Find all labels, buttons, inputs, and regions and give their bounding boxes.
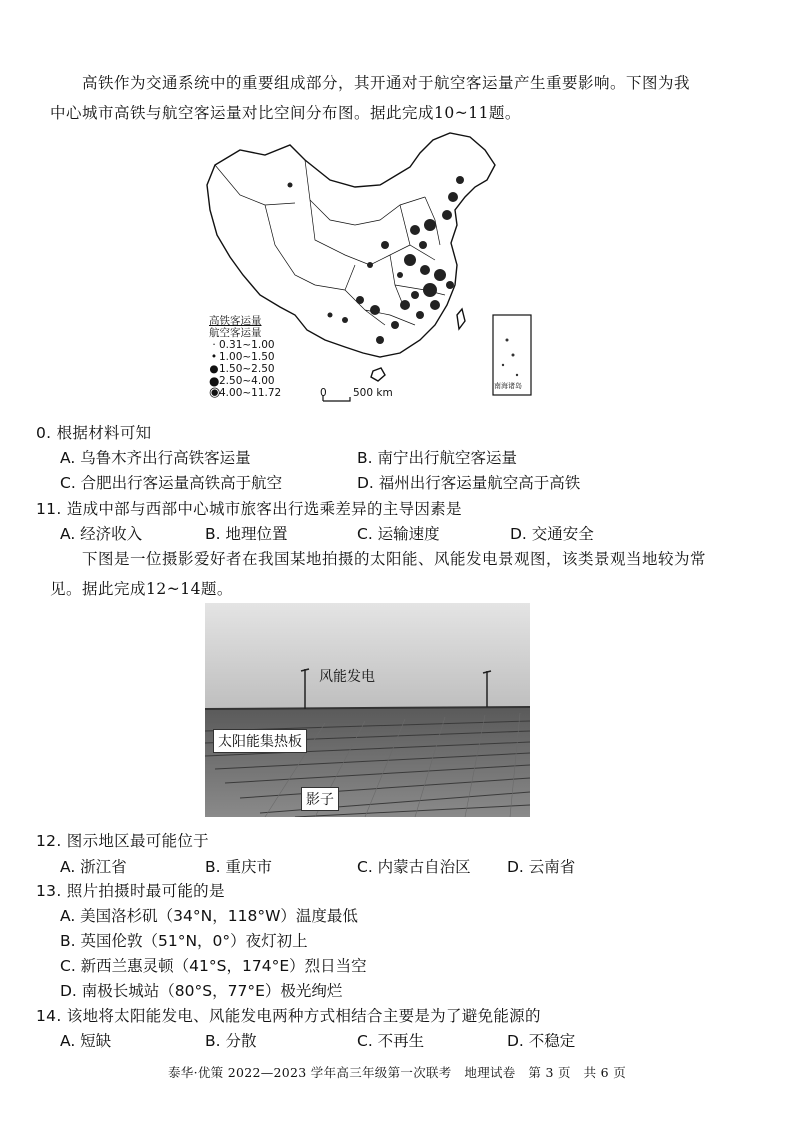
photo-label-shadow: 影子: [301, 787, 339, 811]
q10-option-d: D. 福州出行客运量航空高于高铁: [357, 474, 581, 492]
q14-stem: 14. 该地将太阳能发电、风能发电两种方式相结合主要是为了避免能源的: [36, 1007, 541, 1025]
q13-stem: 13. 照片拍摄时最可能的是: [36, 882, 225, 900]
q10-option-b: B. 南宁出行航空客运量: [357, 449, 517, 467]
q13-option-b: B. 英国伦敦（51°N，0°）夜灯初上: [60, 932, 308, 950]
scale-bar: [323, 395, 350, 401]
q11-option-a: A. 经济收入: [60, 525, 143, 543]
legend-item-2: 1.00~1.50: [219, 351, 275, 363]
intro1-line2: 中心城市高铁与航空客运量对比空间分布图。据此完成10~11题。: [50, 104, 521, 122]
q14-option-b: B. 分散: [205, 1032, 257, 1050]
q12-option-a: A. 浙江省: [60, 858, 127, 876]
q11-option-c: C. 运输速度: [357, 525, 440, 543]
q12-option-c: C. 内蒙古自治区: [357, 858, 471, 876]
map-legend: 高铁客运量 航空客运量 · 0.31~1.00 • 1.00~1.50 ● 1.50~2.50 ● 2.50~4.00 ◉ 4.00~11.72: [209, 315, 282, 400]
scale-label: 500 km: [353, 387, 393, 399]
photo-label-solar: 太阳能集热板: [213, 729, 307, 753]
taiwan-island: [457, 309, 465, 329]
inset-label: 南海诸岛: [494, 382, 522, 390]
intro1-line1: 高铁作为交通系统中的重要组成部分，其开通对于航空客运量产生重要影响。下图为我: [82, 74, 691, 92]
intro2-line2: 见。据此完成12~14题。: [50, 580, 233, 598]
q10-option-a: A. 乌鲁木齐出行高铁客运量: [60, 449, 251, 467]
photo-svg: [205, 603, 530, 817]
q13-option-c: C. 新西兰惠灵顿（41°S，174°E）烈日当空: [60, 957, 367, 975]
q13-option-a: A. 美国洛杉矶（34°N，118°W）温度最低: [60, 907, 358, 925]
solar-wind-photo: [205, 603, 530, 817]
q11-option-b: B. 地理位置: [205, 525, 288, 543]
q14-option-c: C. 不再生: [357, 1032, 425, 1050]
scale-zero: 0: [320, 387, 327, 399]
q10-stem: 0. 根据材料可知: [36, 424, 152, 442]
legend-item-3: 1.50~2.50: [219, 363, 275, 375]
city-markers: [288, 176, 465, 344]
q12-option-b: B. 重庆市: [205, 858, 272, 876]
q13-option-d: D. 南极长城站（80°S，77°E）极光绚烂: [60, 982, 343, 1000]
legend-item-1: 0.31~1.00: [219, 339, 275, 351]
intro-paragraph-1: [50, 68, 750, 128]
q14-option-d: D. 不稳定: [507, 1032, 576, 1050]
q11-stem: 11. 造成中部与西部中心城市旅客出行选乘差异的主导因素是: [36, 500, 462, 518]
q10-option-c: C. 合肥出行客运量高铁高于航空: [60, 474, 283, 492]
legend-item-4: 2.50~4.00: [219, 375, 275, 387]
intro2-line1: 下图是一位摄影爱好者在我国某地拍摄的太阳能、风能发电景观图，该类景观当地较为常: [82, 550, 707, 568]
q14-option-a: A. 短缺: [60, 1032, 112, 1050]
legend-item-5: 4.00~11.72: [219, 387, 282, 399]
page-footer: 泰华·优策 2022—2023 学年高三年级第一次联考 地理试卷 第 3 页 共 6 页: [167, 1065, 627, 1080]
intro-paragraph-2: [50, 544, 750, 604]
q12-option-d: D. 云南省: [507, 858, 576, 876]
china-transport-map: [195, 125, 535, 410]
legend-title-air: 航空客运量: [209, 327, 262, 339]
q12-stem: 12. 图示地区最可能位于: [36, 832, 209, 850]
q11-option-d: D. 交通安全: [510, 525, 594, 543]
legend-title-rail: 高铁客运量: [209, 315, 262, 327]
hainan-island: [371, 368, 385, 381]
province-lines: [215, 160, 445, 325]
photo-label-wind: 风能发电: [319, 669, 375, 685]
